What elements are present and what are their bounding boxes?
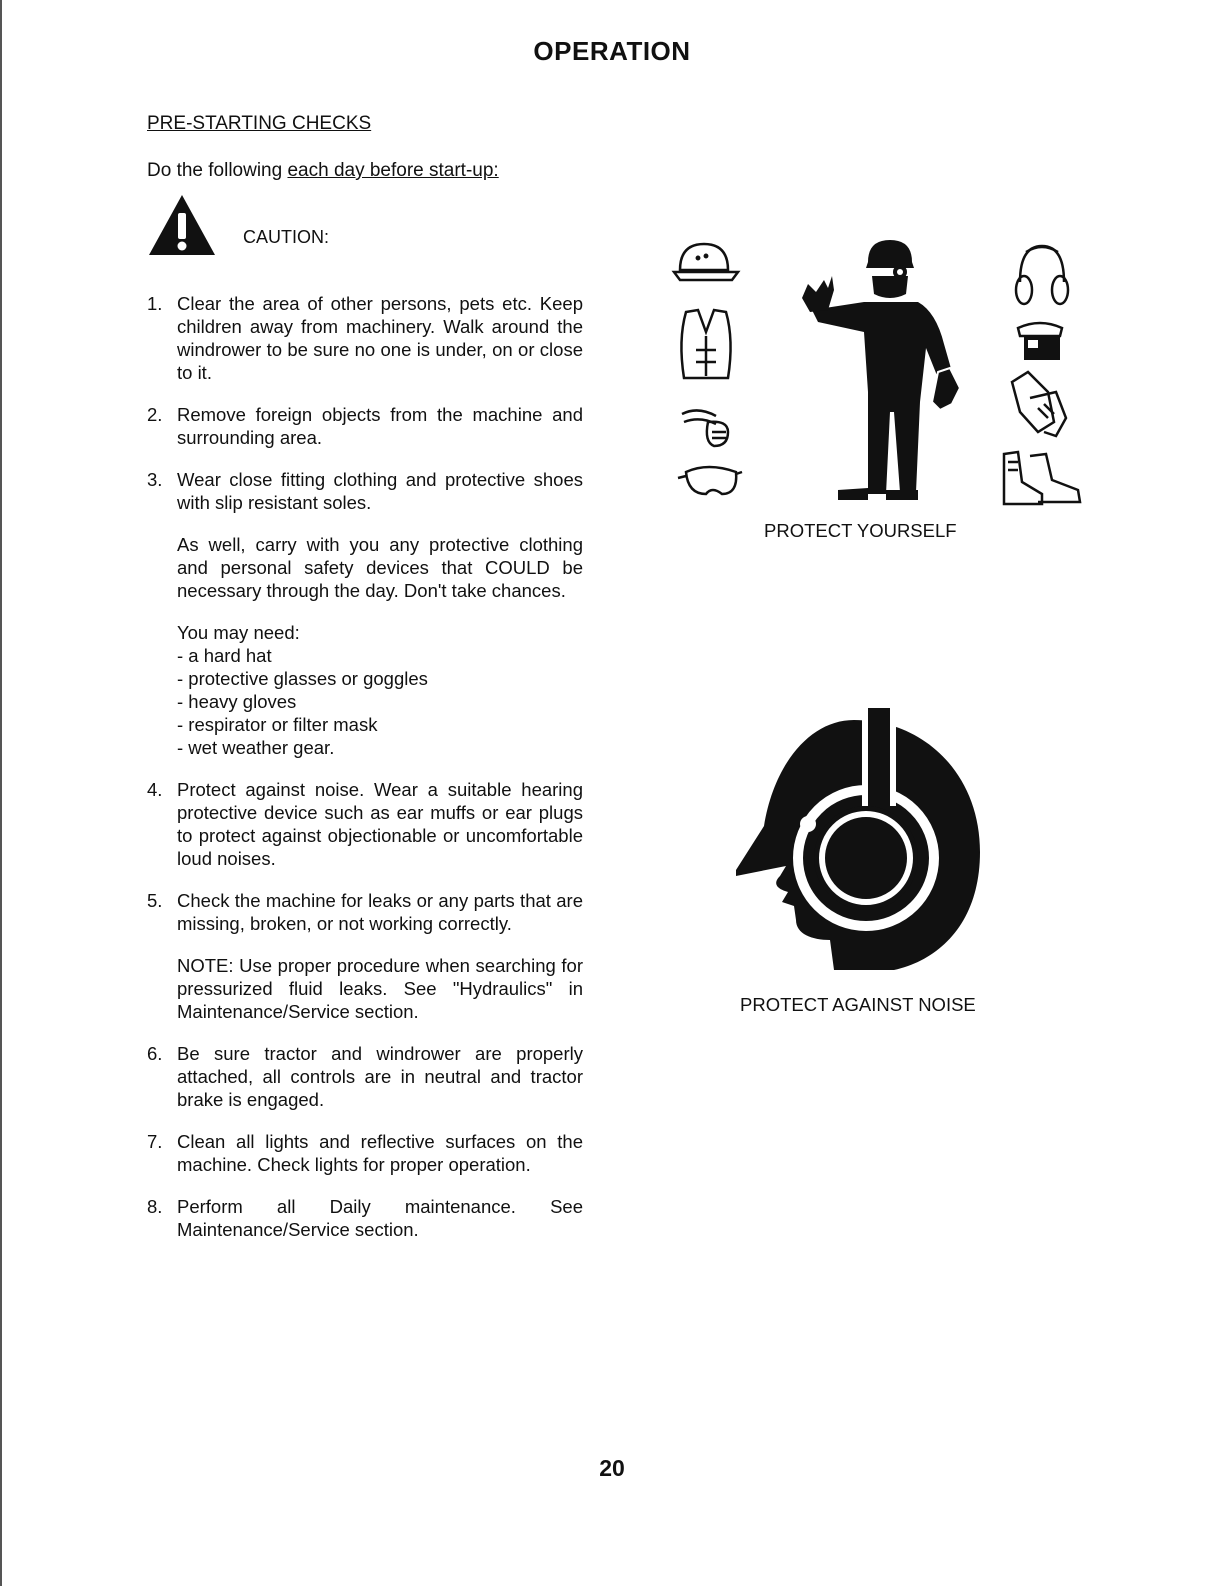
respirator-mask-icon (682, 410, 728, 446)
worker-silhouette-icon (802, 240, 960, 500)
list-item (147, 292, 583, 384)
needs-item: - respirator or filter mask (177, 714, 378, 735)
item-text: Clear the area of other persons, pets etc. Keep children away from machinery. Walk around the windrower to be sure no one is under, on or close to it. (177, 293, 583, 383)
page-number: 20 (599, 1455, 625, 1481)
page-title: OPERATION (533, 36, 691, 66)
warning-triangle-icon (147, 193, 217, 257)
item-number: 4. (147, 779, 163, 800)
list-item (147, 889, 583, 1023)
item-number: 7. (147, 1131, 163, 1152)
item-number: 1. (147, 293, 163, 314)
needs-intro: You may need: (177, 622, 300, 643)
item-text: Be sure tractor and windrower are properly attached, all controls are in neutral and tractor brake is engaged. (177, 1043, 583, 1110)
item-text: Remove foreign objects from the machine and surrounding area. (177, 404, 583, 448)
goggles-icon (678, 467, 742, 494)
gloves-icon (1012, 372, 1066, 436)
protect-against-noise-figure (734, 708, 984, 984)
item-text: Perform all Daily maintenance. See Maintenance/Service section. (177, 1196, 583, 1240)
protect-noise-caption: PROTECT AGAINST NOISE (740, 994, 976, 1015)
intro-line (147, 160, 499, 182)
item-subtext: As well, carry with you any protective clothing and personal safety devices that COULD be necessary through the day. Don't take chances. (177, 534, 583, 601)
item-text: Clean all lights and reflective surfaces on the machine. Check lights for proper operation. (177, 1131, 583, 1175)
intro-underlined: each day before start-up: (287, 160, 499, 181)
protect-yourself-figure (668, 232, 1092, 516)
protect-yourself-caption: PROTECT YOURSELF (764, 520, 957, 541)
checklist (147, 292, 583, 1260)
hard-hat-icon (674, 244, 738, 280)
caution-label: CAUTION: (243, 227, 330, 247)
item-number: 3. (147, 469, 163, 490)
safety-boots-icon (1004, 452, 1080, 504)
ear-muffs-icon (1016, 246, 1068, 304)
safety-vest-icon (681, 310, 730, 378)
section-heading: PRE-STARTING CHECKS (147, 113, 372, 134)
needs-item: - protective glasses or goggles (177, 668, 428, 689)
item-number: 6. (147, 1043, 163, 1064)
item-note: NOTE: Use proper procedure when searching for pressurized fluid leaks. See "Hydraulics" in Maintenance/Service section. (177, 955, 583, 1022)
list-item (147, 468, 583, 759)
list-item (147, 1042, 583, 1111)
needs-list (177, 644, 583, 759)
list-item (147, 1130, 583, 1176)
list-item (147, 1195, 583, 1241)
page-edge (0, 0, 2, 1586)
item-text: Protect against noise. Wear a suitable hearing protective device such as ear muffs or ear plugs to protect against objectionable or uncomfortable loud noises. (177, 779, 583, 869)
item-number: 2. (147, 404, 163, 425)
intro-prefix: Do the following (147, 160, 288, 181)
needs-item: - wet weather gear. (177, 737, 335, 758)
item-number: 8. (147, 1196, 163, 1217)
needs-item: - heavy gloves (177, 691, 297, 712)
list-item (147, 403, 583, 449)
item-text: Wear close fitting clothing and protective shoes with slip resistant soles. (177, 469, 583, 513)
face-shield-icon (1018, 323, 1062, 360)
needs-item: - a hard hat (177, 645, 272, 666)
list-item (147, 778, 583, 870)
item-text: Check the machine for leaks or any parts that are missing, broken, or not working correctly. (177, 890, 583, 934)
item-number: 5. (147, 890, 163, 911)
